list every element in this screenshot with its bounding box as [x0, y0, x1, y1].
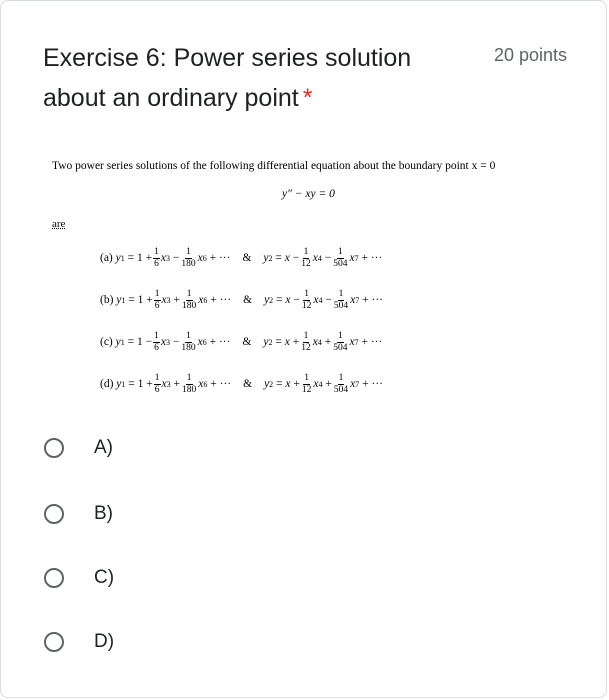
sign: +: [173, 294, 181, 306]
fraction: $\frac{1}{504}$: [333, 288, 349, 311]
radio-button-c[interactable]: [44, 568, 64, 588]
question-stem: Two power series solutions of the following differential equation about the boundary point x = 0: [52, 160, 496, 172]
sign: −: [325, 294, 332, 306]
option-equation-0: (a) y 1 = 1 + $\frac{1}{6}$ x 3 − $\frac{1}{180}$ x 6 + ··· & y 2 = x − $\frac{1}{12}$ x 4 − $\frac{1}{504}$ x 7 + ···: [100, 246, 383, 269]
option-letter: (d): [100, 378, 114, 390]
fraction: $\frac{1}{6}$: [154, 246, 159, 269]
sign: −: [172, 252, 180, 264]
sign: +: [146, 378, 153, 390]
sign: −: [292, 252, 300, 264]
question-title-text: Exercise 6: Power series solution about an ordinary point: [43, 44, 412, 112]
fraction: $\frac{1}{6}$: [154, 330, 159, 353]
sign: +: [325, 378, 332, 390]
fraction: $\frac{1}{180}$: [182, 372, 197, 395]
choice-b[interactable]: [44, 497, 113, 531]
choice-c-label: C): [94, 567, 115, 588]
fraction: $\frac{1}{12}$: [301, 246, 311, 269]
option-letter: (a): [100, 252, 113, 264]
sign: +: [173, 378, 181, 390]
sign: −: [145, 336, 153, 348]
choice-b-label: B): [94, 503, 113, 524]
points-label: 20 points: [493, 45, 567, 65]
sign: +: [292, 336, 300, 348]
fraction: $\frac{1}{12}$: [301, 288, 312, 311]
fraction: $\frac{1}{180}$: [182, 288, 197, 311]
sign: +: [324, 336, 332, 348]
fraction: $\frac{1}{6}$: [154, 288, 160, 311]
option-letter: (c): [100, 336, 113, 348]
fraction: $\frac{1}{6}$: [154, 372, 160, 395]
radio-button-d[interactable]: [44, 632, 64, 652]
sign: −: [172, 336, 180, 348]
fraction: $\frac{1}{180}$: [181, 246, 196, 269]
radio-button-a[interactable]: [44, 438, 64, 458]
radio-button-b[interactable]: [44, 504, 64, 524]
fraction: $\frac{1}{12}$: [301, 330, 311, 353]
sign: +: [293, 378, 300, 390]
choice-a[interactable]: [44, 431, 113, 465]
fraction: $\frac{1}{180}$: [181, 330, 196, 353]
sign: +: [145, 252, 153, 264]
choice-c[interactable]: [44, 561, 114, 595]
choice-d[interactable]: [44, 625, 114, 659]
sign: +: [146, 294, 153, 306]
fraction: $\frac{1}{504}$: [333, 246, 348, 269]
choice-d-label: D): [94, 631, 115, 652]
fraction: $\frac{1}{504}$: [333, 330, 348, 353]
fraction: $\frac{1}{504}$: [333, 372, 349, 395]
option-equation-2: (c) y 1 = 1 − $\frac{1}{6}$ x 3 − $\frac{1}{180}$ x 6 + ··· & y 2 = x + $\frac{1}{12}$ x 4 + $\frac{1}{504}$ x 7 + ···: [100, 330, 383, 353]
sign: −: [293, 294, 300, 306]
sign: −: [324, 252, 332, 264]
fraction: $\frac{1}{12}$: [301, 372, 312, 395]
option-letter: (b): [100, 294, 114, 306]
differential-equation: y″ − xy = 0: [282, 188, 335, 200]
option-equation-1: (b) y 1 = 1 + $\frac{1}{6}$ x 3 + $\frac{1}{180}$ x 6 + ··· & y 2 = x − $\frac{1}{12}$ x 4 − $\frac{1}{504}$ x 7 + ···: [100, 288, 383, 311]
option-equation-3: (d) y 1 = 1 + $\frac{1}{6}$ x 3 + $\frac{1}{180}$ x 6 + ··· & y 2 = x + $\frac{1}{12}$ x 4 + $\frac{1}{504}$ x 7 + ···: [100, 372, 383, 395]
question-title: [43, 38, 463, 118]
choice-a-label: A): [94, 437, 113, 458]
are-label: are: [52, 218, 66, 230]
required-asterisk: *: [302, 84, 313, 112]
